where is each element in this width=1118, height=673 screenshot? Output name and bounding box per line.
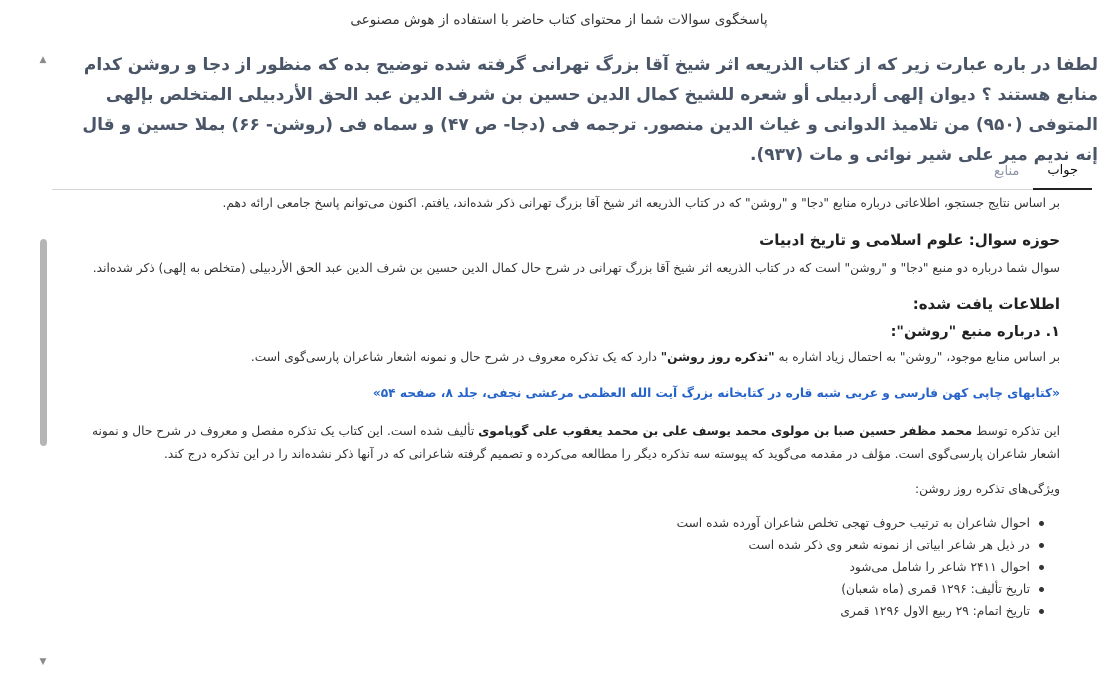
- roshan-text-after: دارد که یک تذکره معروف در شرح حال و نمونه اشعار شاعران پارسی‌گوی است.: [250, 350, 661, 364]
- roshan-heading: ۱. درباره منبع "روشن":: [890, 324, 1060, 340]
- answer-intro: بر اساس نتایج جستجو، اطلاعاتی درباره منابع "دجا" و "روشن" که در کتاب الذریعه اثر شیخ آقا بزرگ تهرانی ذکر شده‌اند، یافتم. اکنون می‌توانم پاسخ جامعی ارائه دهم.: [222, 196, 1060, 210]
- domain-heading: حوزه سوال: علوم اسلامی و تاریخ ادبیات: [759, 231, 1060, 249]
- author-suffix: تألیف شده است. این کتاب یک تذکره مفصل و معروف در شرح حال و نمونه اشعار شاعران پارسی‌گوی است. مؤلف در مقدمه می‌گوید که پیوسته سه تذکره دیگر را مطالعه می‌کرده و تصمیم گرفته شاعرانی که در آنها ذکر نشده‌اند را در این تذکره درج کند.: [91, 424, 1060, 461]
- list-item: احوال ۲۴۱۱ شاعر را شامل می‌شود: [68, 556, 1046, 578]
- scrollbar[interactable]: [36, 52, 50, 668]
- roshan-book-title: "تذکره روز روشن": [660, 350, 775, 364]
- tab-sources[interactable]: منابع: [994, 164, 1020, 179]
- scroll-thumb[interactable]: [40, 239, 47, 446]
- author-prefix: این تذکره توسط: [972, 424, 1060, 438]
- author-name: محمد مظفر حسین صبا بن مولوی محمد یوسف علی بن محمد یعقوب علی گوپاموی: [478, 424, 973, 438]
- list-item: در ذیل هر شاعر ابیاتی از نمونه شعر وی ذکر شده است: [68, 534, 1046, 556]
- author-paragraph: [68, 420, 1060, 466]
- found-heading: اطلاعات یافت شده:: [912, 295, 1060, 313]
- reference-link[interactable]: «کتابهای چاپی کهن فارسی و عربی شبه قاره در کتابخانه بزرگ آیت الله العظمی مرعشی نجفی، جلد ۸، صفحه ۵۴»: [372, 386, 1060, 400]
- roshan-text-before: بر اساس منابع موجود، "روشن" به احتمال زیاد اشاره به: [774, 350, 1060, 364]
- list-item: تاریخ اتمام: ۲۹ ربیع الاول ۱۲۹۶ قمری: [68, 600, 1046, 622]
- page-title: پاسخگوی سوالات شما از محتوای کتاب حاضر با استفاده از هوش مصنوعی: [350, 12, 768, 28]
- tab-answer[interactable]: جواب: [1033, 163, 1092, 190]
- scroll-down-arrow-icon[interactable]: ▼: [39, 657, 47, 667]
- domain-text: سوال شما درباره دو منبع "دجا" و "روشن" است که در کتاب الذریعه اثر شیخ آقا بزرگ تهرانی در شرح حال کمال الدین حسین بن شرف الدین عبد الحق الأردبیلی (متخلص به إلهی) ذکر شده‌اند.: [92, 261, 1060, 275]
- features-list: [68, 512, 1060, 622]
- list-item: احوال شاعران به ترتیب حروف تهجی تخلص شاعران آورده شده است: [68, 512, 1046, 534]
- features-title: ویژگی‌های تذکره روز روشن:: [915, 482, 1060, 496]
- roshan-text: [68, 346, 1060, 368]
- answer-tabs: [52, 150, 1092, 190]
- question-text: لطفا در باره عبارت زیر که از کتاب الذریعه اثر شیخ آقا بزرگ تهرانی گرفته شده توضیح بده که منظور از دجا و روشن کدام منابع هستند ؟ دیوان إلهی أردبیلی أو شعره للشیخ کمال الدین حسین بن شرف الدین عبد الحق الأردبیلی المتخلص بإلهی المتوفی (۹۵۰) من تلامیذ الدوانی و غیاث الدین منصور. ترجمه فی (دجا- ص ۴۷) و سماه فی (روشن- ۶۶) بملا حسین و قال إنه ندیم میر علی شیر نوائی و مات (۹۳۷).: [82, 55, 1098, 165]
- answer-panel: [68, 190, 1060, 673]
- scroll-up-arrow-icon[interactable]: ▲: [39, 55, 47, 65]
- list-item: تاریخ تألیف: ۱۲۹۶ قمری (ماه شعبان): [68, 578, 1046, 600]
